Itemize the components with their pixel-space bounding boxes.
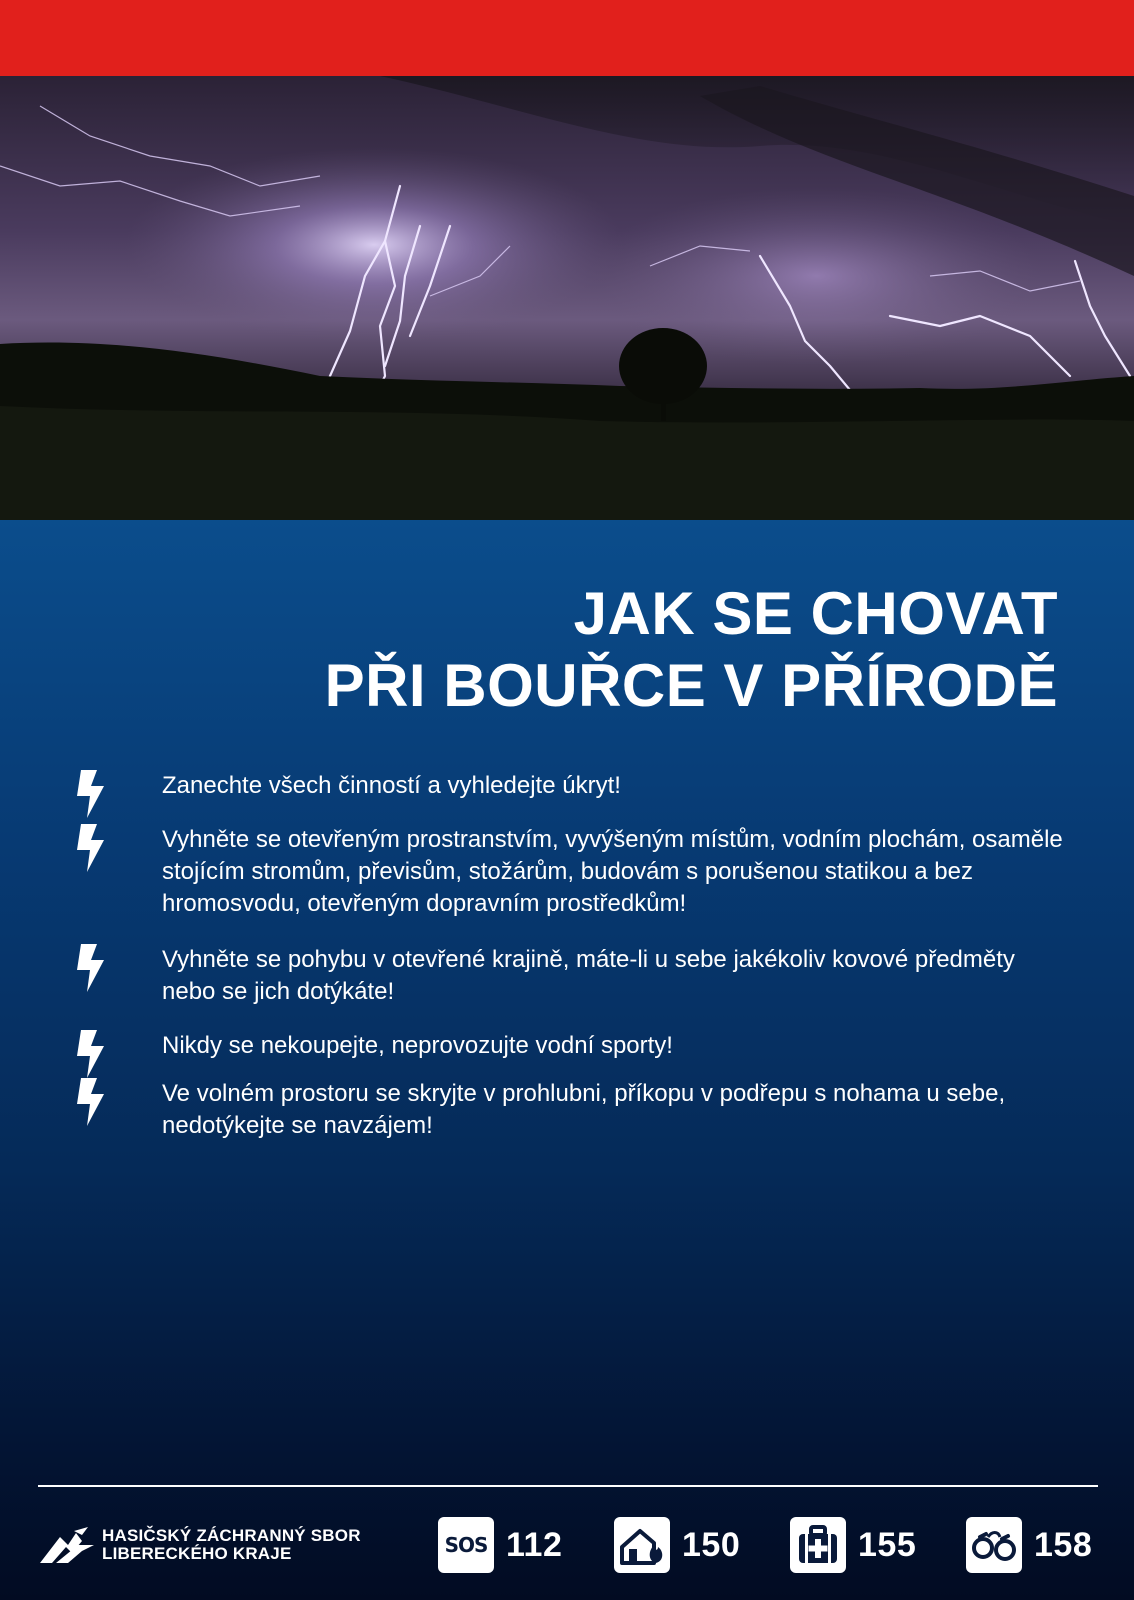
lightning-bolt-icon [74,824,108,872]
tip-text: Nikdy se nekoupejte, neprovozujte vodní sporty! [162,1032,673,1059]
top-red-bar [0,0,1134,76]
sos-icon [438,1517,494,1573]
footer-divider [38,1485,1098,1487]
page-title [325,578,1058,722]
lightning-bolt-icon [74,944,108,992]
emergency-number-sos [438,1517,562,1573]
title-line-1: JAK SE CHOVAT [573,580,1058,647]
hzs-emblem-icon [38,1523,100,1567]
tip-text: Ve volném prostoru se skryjte v prohlubni, příkopu v podřepu s nohama u sebe, nedotýkejte se navzájem! [162,1080,1006,1139]
title-line-2: PŘI BOUŘCE V PŘÍRODĚ [324,652,1058,719]
lightning-bolt-icon [74,770,108,818]
list-item [70,1078,1070,1142]
list-item [70,824,1070,920]
fire-house-icon [614,1517,670,1573]
tip-text: Zanechte všech činností a vyhledejte úkryt! [162,772,621,799]
sos-label: SOS [444,1533,488,1557]
safety-tips-list [70,770,1070,1142]
org-name-line-1: HASIČSKÝ ZÁCHRANNÝ SBOR [102,1526,361,1545]
handcuffs-icon [966,1517,1022,1573]
organization-logo [38,1523,361,1567]
emergency-number-fire [614,1517,740,1573]
emergency-number: 112 [506,1525,563,1564]
tip-text: Vyhněte se pohybu v otevřené krajině, máte-li u sebe jakékoliv kovové předměty nebo se jich dotýkáte! [162,946,1015,1005]
emergency-number: 158 [1034,1525,1093,1564]
tip-text: Vyhněte se otevřeným prostranstvím, vyvýšeným místům, vodním plochám, osaměle stojícím stromům, převisům, stožárům, budovám s porušenou statikou a bez hromosvodu, otevřeným dopravním prostředkům! [162,826,1063,917]
emergency-number-ambulance [790,1517,916,1573]
emergency-number-police [966,1517,1092,1573]
list-item [70,770,1070,802]
lightning-bolt-icon [74,1030,108,1078]
emergency-number: 150 [682,1525,741,1564]
first-aid-kit-icon [790,1517,846,1573]
list-item [70,944,1070,1008]
org-name-line-2: LIBERECKÉHO KRAJE [102,1544,292,1563]
list-item [70,1030,1070,1062]
lightning-bolt-icon [74,1078,108,1126]
thunderstorm-photo [0,76,1134,520]
emergency-number: 155 [858,1525,917,1564]
